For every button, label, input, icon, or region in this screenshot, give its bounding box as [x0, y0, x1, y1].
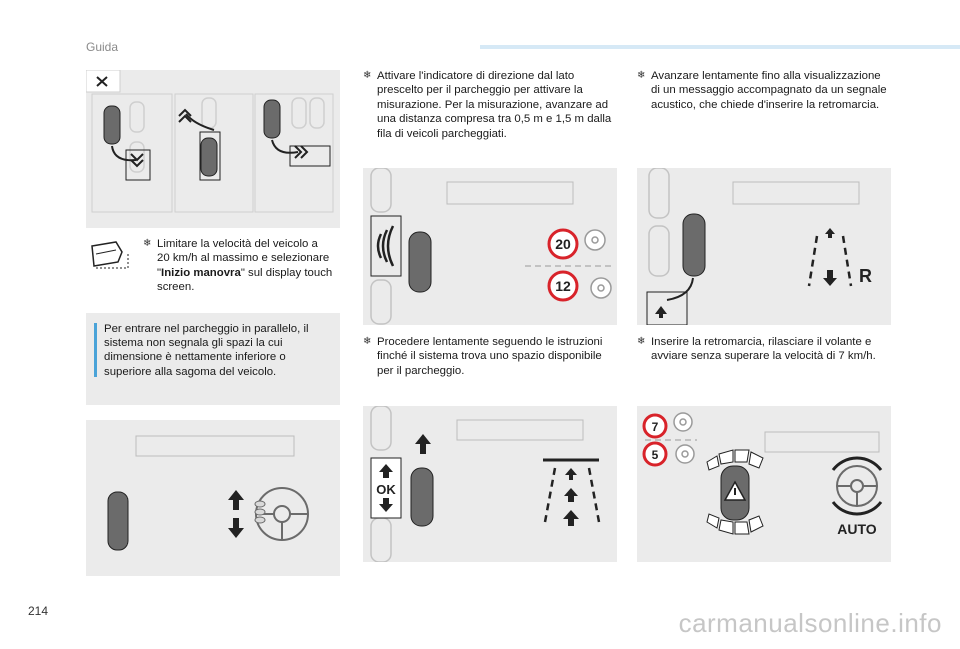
watermark: carmanualsonline.info	[678, 608, 942, 638]
car-icon	[108, 492, 128, 550]
right-bullet-1-text: Avanzare lentamente fino alla visualizzazione di un messaggio accompagnato da un segnale acustico, che chiede d'inserire la retromarcia.	[651, 70, 887, 111]
sensor-waves-icon	[378, 226, 393, 266]
gear-r-label: R	[859, 266, 872, 286]
figure-auto-steering	[637, 406, 891, 562]
auto-label: AUTO	[837, 521, 877, 537]
arrow-up-icon	[228, 490, 244, 510]
figure-start-manoeuvre	[86, 420, 340, 576]
speed-badge-12	[549, 272, 577, 300]
arrow-up-icon	[825, 228, 835, 238]
steering-wheel-icon	[674, 413, 692, 431]
speed-badge-20	[549, 230, 577, 258]
speed-label-12: 12	[555, 278, 571, 294]
bullet-marker: ❄	[363, 70, 372, 81]
section-label: Guida	[86, 40, 119, 54]
arrow-down-icon	[655, 306, 667, 318]
bullet-marker: ❄	[363, 336, 372, 347]
bullet-marker: ❄	[637, 70, 646, 81]
car-icon	[409, 232, 431, 292]
middle-bullet-2-text: Procedere lentamente seguendo le istruzioni finché il sistema trova uno spazio disponibile per il parcheggio.	[377, 336, 603, 377]
info-stripe	[94, 323, 97, 377]
speed-label-20: 20	[555, 236, 571, 252]
figure-measurement	[363, 168, 617, 325]
left-bullet-1-text-pre: Limitare la velocità del veicolo a 20 km/h al massimo e selezionare "	[157, 238, 330, 279]
chevron-up-icon	[179, 110, 191, 122]
rotating-steering-wheel-icon	[833, 458, 881, 514]
arrow-up-icon	[563, 468, 579, 526]
speed-badge-7	[644, 415, 666, 437]
left-bullet-1-text-bold: Inizio manovra	[161, 266, 241, 279]
page-number: 214	[28, 604, 49, 618]
info-note-box	[86, 313, 340, 405]
arrow-down-icon	[823, 270, 837, 286]
arrow-down-icon	[228, 518, 244, 538]
info-note-text: Per entrare nel parcheggio in parallelo, il sistema non segnala gli spazi la cui dimensione è nettamente inferiore o superiore alla sagoma del veicolo.	[104, 323, 309, 378]
right-bullet-2	[637, 335, 891, 364]
bullet-marker: ❄	[637, 336, 646, 347]
car-icon	[201, 138, 217, 176]
middle-bullet-1	[363, 69, 617, 141]
parking-assist-icon	[88, 240, 132, 272]
car-icon	[683, 214, 705, 276]
steering-wheel-icon	[676, 445, 694, 463]
speed-badge-5	[644, 443, 666, 465]
left-bullet-1	[143, 237, 333, 295]
speed-label-7: 7	[651, 420, 659, 434]
steering-wheel-icon	[591, 278, 611, 298]
header-bar	[480, 45, 960, 49]
right-bullet-1	[637, 69, 891, 112]
middle-bullet-2	[363, 335, 617, 378]
car-icon	[264, 100, 280, 138]
bullet-marker: ❄	[143, 238, 152, 249]
figure-reverse-request	[637, 168, 891, 325]
ok-label: OK	[376, 482, 396, 497]
right-bullet-2-text: Inserire la retromarcia, rilasciare il volante e avviare senza superare la velocità di 7 km/h.	[651, 336, 876, 363]
speed-label-5: 5	[651, 448, 659, 462]
middle-bullet-1-text: Attivare l'indicatore di direzione dal lato prescelto per il parcheggio per attivare la misurazione. Per la misurazione, avanzare ad una distanza compresa tra 0,5 m e 1,5 m dalla fila di veicoli parcheggiati.	[377, 70, 612, 140]
left-bullet-1-text-post: " sul display touch screen.	[157, 266, 333, 294]
arrow-up-icon	[415, 434, 431, 454]
car-icon	[411, 468, 433, 526]
figure-mode-selection	[86, 70, 340, 228]
steering-wheel-icon	[585, 230, 605, 250]
car-icon	[104, 106, 120, 144]
figure-guidance	[363, 406, 617, 562]
hand-icon	[255, 501, 265, 523]
